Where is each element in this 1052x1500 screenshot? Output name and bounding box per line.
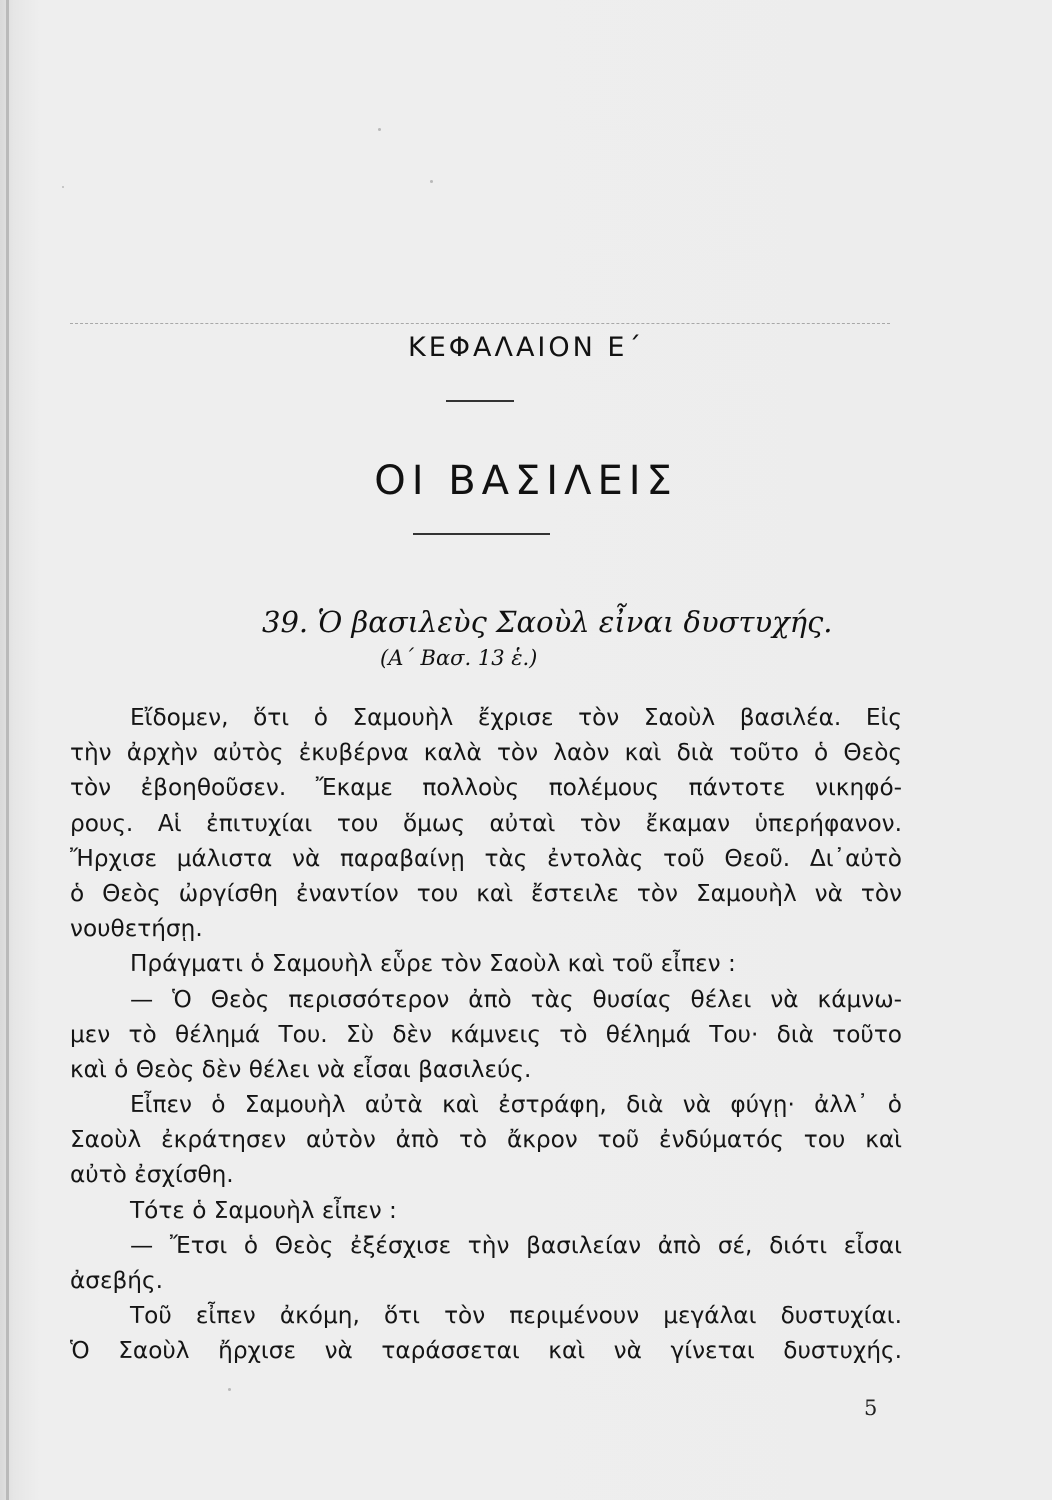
text-line: — Ἔτσι ὁ Θεὸς ἐξέσχισε τὴν βασιλείαν ἀπὸ σέ, διότι εἶσαι	[130, 1231, 902, 1259]
text-line: μεν τὸ θέλημά Του. Σὺ δὲν κάμνεις τὸ θέλημά Του· διὰ τοῦτο	[70, 1020, 902, 1048]
chapter-heading: ΚΕΦΑΛΑΙΟΝ Ε΄	[408, 332, 644, 363]
body-text	[70, 700, 902, 1369]
text-line: ὁ Θεὸς ὠργίσθη ἐναντίον του καὶ ἔστειλε τὸν Σαμουὴλ νὰ τὸν	[70, 879, 902, 907]
text-line: Ἤρχισε μάλιστα νὰ παραβαίνῃ τὰς ἐντολὰς τοῦ Θεοῦ. Δι᾿αὐτὸ	[70, 844, 902, 872]
text-line: Εἶπεν ὁ Σαμουὴλ αὐτὰ καὶ ἐστράφη, διὰ νὰ φύγῃ· ἀλλ᾿ ὁ	[130, 1091, 902, 1119]
title-underline	[413, 533, 550, 535]
chapter-underline	[446, 400, 514, 402]
page-spine-edge	[6, 0, 9, 1500]
text-line: τὸν ἐβοηθοῦσεν. Ἔκαμε πολλοὺς πολέμους πάντοτε νικηφό-	[70, 774, 902, 802]
text-line: Τοῦ εἶπεν ἀκόμη, ὅτι τὸν περιμένουν μεγάλαι δυστυχίαι.	[130, 1302, 902, 1330]
text-line: ἀσεβής.	[70, 1267, 163, 1294]
section-heading: 39. Ὁ βασιλεὺς Σαοὺλ εἶναι δυστυχής.	[262, 605, 833, 639]
text-line: Ὁ Σαοὺλ ἤρχισε νὰ ταράσσεται καὶ νὰ γίνεται δυστυχής.	[70, 1337, 902, 1365]
text-line: τὴν ἀρχὴν αὐτὸς ἐκυβέρνα καλὰ τὸν λαὸν καὶ διὰ τοῦτο ὁ Θεὸς	[70, 739, 902, 767]
text-line: ρους. Αἱ ἐπιτυχίαι του ὅμως αὐταὶ τὸν ἔκαμαν ὑπερήφανον.	[70, 809, 902, 837]
section-reference: (Α΄ Βασ. 13 ἑ.)	[380, 646, 538, 670]
page-number: 5	[864, 1396, 878, 1420]
top-dashed-rule	[70, 323, 890, 324]
text-line: νουθετήσῃ.	[70, 915, 203, 943]
text-line: αὐτὸ ἐσχίσθη.	[70, 1161, 234, 1189]
text-line: Πράγματι ὁ Σαμουὴλ εὗρε τὸν Σαοὺλ καὶ τοῦ εἶπεν :	[130, 950, 736, 978]
text-line: Τότε ὁ Σαμουὴλ εἶπεν :	[130, 1196, 397, 1224]
text-line: καὶ ὁ Θεὸς δὲν θέλει νὰ εἶσαι βασιλεύς.	[70, 1055, 532, 1083]
text-line: Σαοὺλ ἐκράτησεν αὐτὸν ἀπὸ τὸ ἄκρον τοῦ ἐνδύματός του καὶ	[70, 1126, 902, 1154]
text-line: — Ὁ Θεὸς περισσότερον ἀπὸ τὰς θυσίας θέλει νὰ κάμνω-	[130, 985, 902, 1013]
page-title: ΟΙ ΒΑΣΙΛΕΙΣ	[374, 458, 678, 504]
text-line: Εἴδομεν, ὅτι ὁ Σαμουὴλ ἔχρισε τὸν Σαοὺλ βασιλέα. Εἰς	[130, 704, 902, 731]
